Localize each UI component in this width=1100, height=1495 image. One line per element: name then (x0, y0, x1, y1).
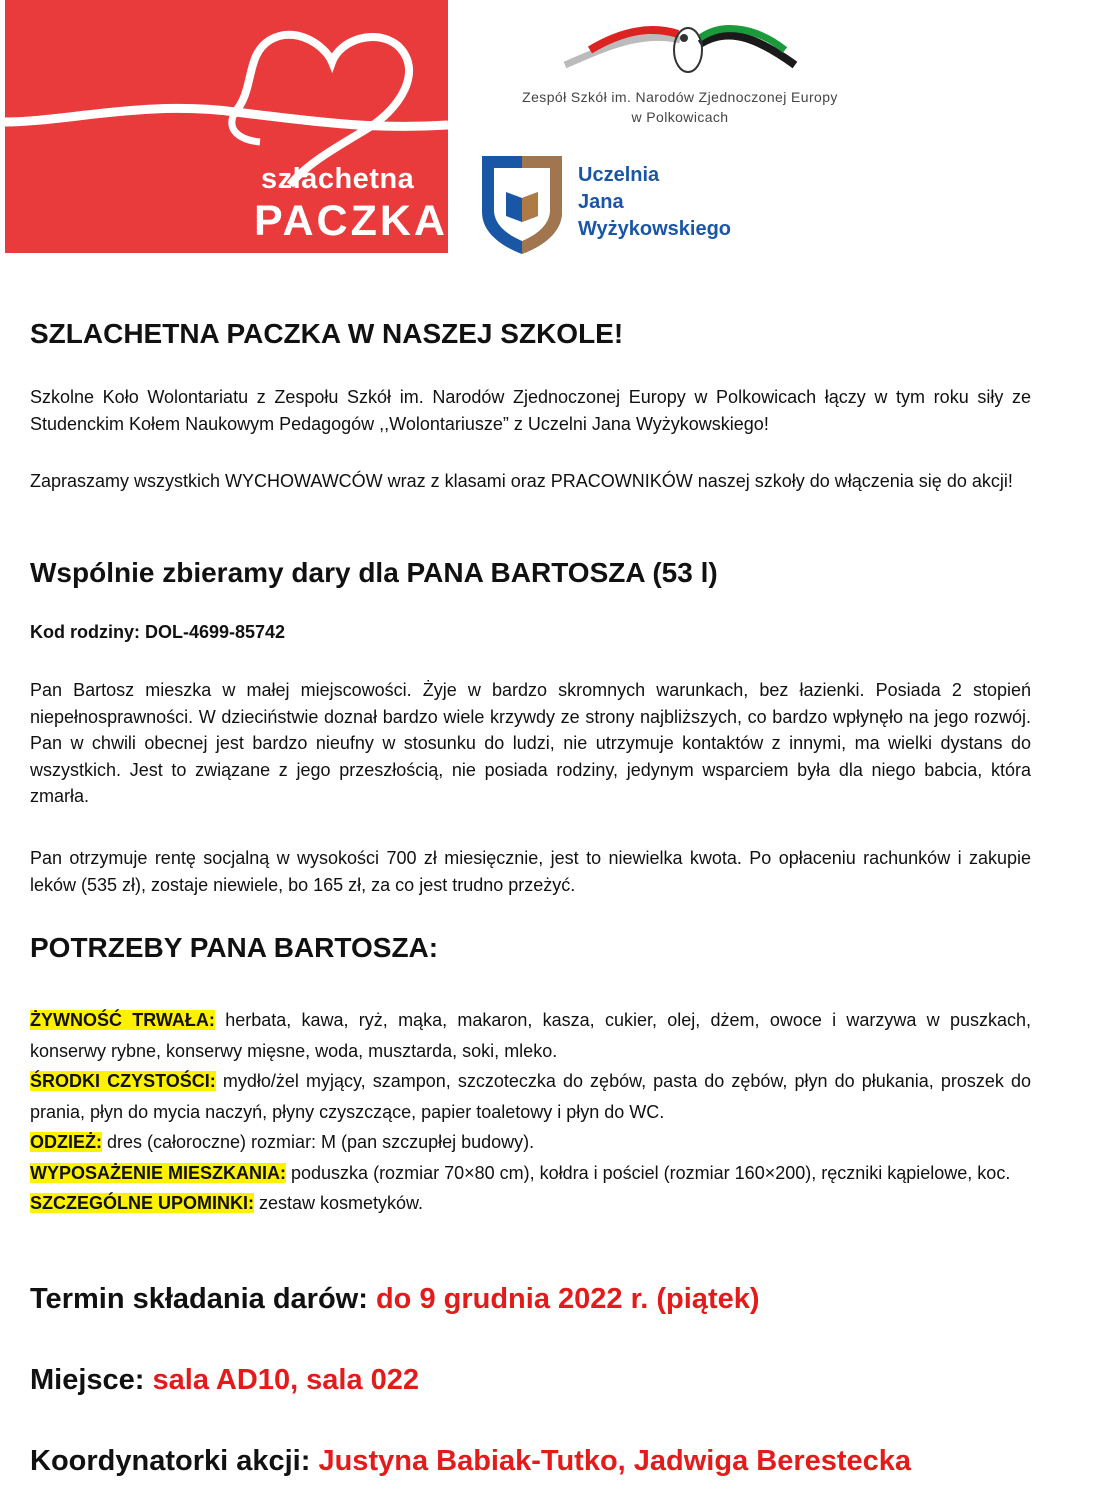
place-value: sala AD10, sala 022 (152, 1364, 420, 1396)
university-name-line1: Uczelnia (578, 164, 660, 186)
intro-paragraph-2: Zapraszamy wszystkich WYCHOWAWCÓW wraz z klasami oraz PRACOWNIKÓW naszej szkoły do włączenia się do akcji! (30, 471, 1013, 491)
deadline-value: do 9 grudnia 2022 r. (piątek) (375, 1283, 760, 1315)
need-item-gifts (30, 1188, 1031, 1219)
subtitle: Wspólnie zbieramy dary dla PANA BARTOSZA (53 l) (30, 557, 718, 588)
need-label: ODZIEŻ: (30, 1132, 102, 1152)
need-text: dres (całoroczne) rozmiar: M (pan szczupłej budowy). (102, 1132, 535, 1152)
need-text: mydło/żel myjący, szampon, szczoteczka do zębów, pasta do zębów, płyn do płukania, proszek do prania, płyn do mycia naczyń, płyny czyszczące, papier toaletowy i płyn do WC. (30, 1071, 1031, 1122)
deadline (30, 1283, 1031, 1316)
need-label: SZCZEGÓLNE UPOMINKI: (30, 1193, 254, 1213)
need-text: poduszka (rozmiar 70×80 cm), kołdra i pościel (rozmiar 160×200), ręczniki kąpielowe, koc. (286, 1162, 1011, 1183)
needs-title: POTRZEBY PANA BARTOSZA: (30, 932, 439, 963)
family-code: Kod rodziny: DOL-4699-85742 (30, 622, 286, 642)
logo-text-paczka: PACZKA (254, 197, 448, 245)
logo-text-szlachetna: szlachetna (261, 163, 415, 195)
need-text: herbata, kawa, ryż, mąka, makaron, kasza, cukier, olej, dżem, owoce i warzywa w puszkach, konserwy rybne, konserwy mięsne, woda, musztarda, soki, mleko. (30, 1010, 1031, 1061)
szlachetna-paczka-logo (5, 0, 448, 253)
need-item-furnishing (30, 1158, 1031, 1189)
intro-paragraph-1: Szkolne Koło Wolontariatu z Zespołu Szkół im. Narodów Zjednoczonej Europy w Polkowicach łączy w tym roku siły ze Studenckim Kołem Naukowym Pedagogów ,,Wolontariusze” z Uczelni Jana Wyżykowskiego! (30, 387, 1031, 434)
needs-list (30, 1005, 1031, 1219)
university-logo (478, 150, 808, 260)
story-paragraph-1: Pan Bartosz mieszka w małej miejscowości. Żyje w bardzo skromnych warunkach, bez łazienki. Posiada 2 stopień niepełnosprawności. W dzieciństwie doznał bardzo wiele krzywdy ze strony najbliższych, co bardzo wpłynęło na jego rozwój. Pan w chwili obecnej jest bardzo nieufny w stosunku do ludzi, nie utrzymuje kontaktów z innymi, ma wielki dystans do wszystkich. Jest to związane z jego przeszłością, nie posiada rodziny, jedynym wsparciem była dla niego babcia, która zmarła. (30, 680, 1031, 806)
school-name-line1: Zespół Szkół im. Narodów Zjednoczonej Europy (522, 89, 838, 105)
need-text: zestaw kosmetyków. (254, 1193, 424, 1213)
university-name-line2: Jana (578, 191, 624, 213)
coordinators-label: Koordynatorki akcji: (30, 1445, 319, 1477)
need-item-food (30, 1005, 1031, 1066)
story-paragraph-2: Pan otrzymuje rentę socjalną w wysokości 700 zł miesięcznie, jest to niewielka kwota. Po opłaceniu rachunków i zakupie leków (535 zł), zostaje niewiele, bo 165 zł, za co jest trudno przeżyć. (30, 848, 1031, 895)
school-name-line2: w Polkowicach (631, 109, 729, 125)
university-name-line3: Wyżykowskiego (578, 218, 732, 240)
university-name (578, 162, 731, 243)
place (30, 1364, 1031, 1397)
shield-book-icon (478, 150, 568, 255)
place-label: Miejsce: (30, 1364, 153, 1396)
deadline-label: Termin składania darów: (30, 1283, 376, 1315)
coordinators (30, 1445, 1031, 1478)
page-title: SZLACHETNA PACZKA W NASZEJ SZKOLE! (30, 318, 624, 349)
coordinators-value: Justyna Babiak-Tutko, Jadwiga Berestecka (318, 1445, 912, 1477)
need-item-cleaning (30, 1066, 1031, 1127)
need-label: ŚRODKI CZYSTOŚCI: (30, 1071, 216, 1091)
school-name (470, 87, 890, 127)
need-label: ŻYWNOŚĆ TRWAŁA: (30, 1010, 215, 1030)
school-logo (470, 20, 890, 130)
need-label: WYPOSAŻENIE MIESZKANIA: (30, 1162, 287, 1183)
eagle-flags-icon (560, 20, 800, 82)
need-item-clothing (30, 1127, 1031, 1158)
